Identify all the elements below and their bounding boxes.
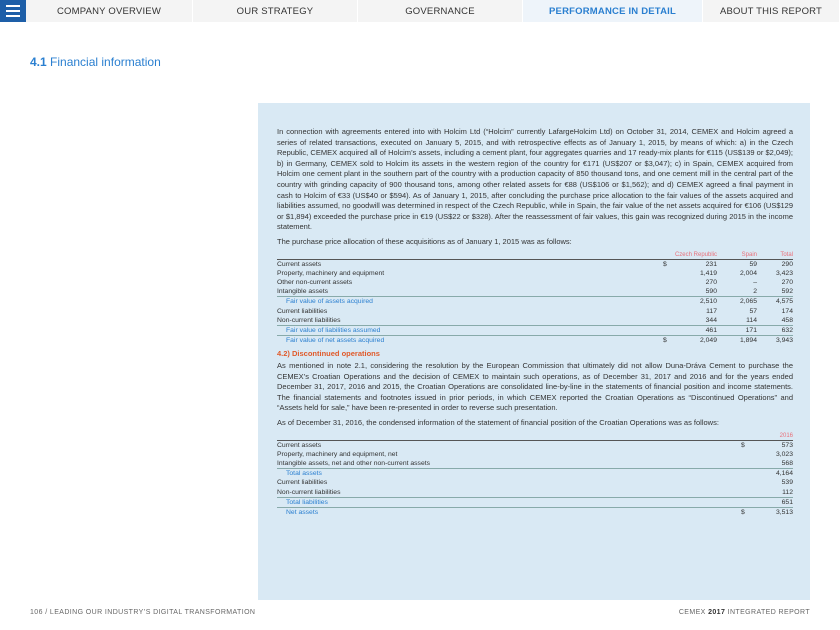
table-header-row	[277, 433, 793, 441]
table-currency	[741, 478, 753, 487]
table-cell-value: 231	[675, 259, 717, 269]
table-currency	[741, 450, 753, 459]
footer-report-year: 2017	[708, 609, 726, 616]
table-header-cell: Total	[780, 251, 793, 258]
table-cell-value: 112	[782, 488, 793, 496]
table-row	[277, 459, 793, 469]
table-row-label: Fair value of liabilities assumed	[277, 325, 663, 335]
table-row-label: Non-current liabilities	[277, 488, 341, 496]
paragraph-croatian-position: As of December 31, 2016, the condensed information of the statement of financial position of the Croatian Operations was as follows:	[277, 417, 719, 427]
table-cell-value: 114	[746, 316, 757, 324]
table-cell-value: 171	[717, 325, 757, 335]
table-row-label: Property, machinery and equipment	[277, 269, 385, 277]
table-currency: $	[663, 259, 675, 269]
table-cell-value: –	[753, 278, 757, 286]
table-row-label: Intangible assets	[277, 288, 329, 296]
table-row	[277, 307, 793, 316]
tab-about-this-report[interactable]: ABOUT THIS REPORT	[703, 0, 840, 22]
table-cell-value: 4,164	[753, 469, 793, 479]
table-row-label: Non-current liabilities	[277, 316, 341, 324]
table-row	[277, 507, 793, 517]
table-currency	[663, 287, 675, 297]
table-currency	[741, 469, 753, 479]
croatian-position-table	[277, 433, 793, 518]
table-cell-value: 174	[781, 307, 793, 315]
table-row-label: Intangible assets, net and other non-current assets	[277, 459, 431, 467]
footer-report-title	[679, 609, 810, 616]
top-navigation	[0, 0, 840, 22]
table-currency	[663, 297, 675, 307]
table-cell-value: 2,510	[675, 297, 717, 307]
section-number: 4.1	[30, 55, 47, 69]
table-row-label: Current liabilities	[277, 307, 328, 315]
footer-report-prefix: CEMEX	[678, 609, 709, 616]
tab-performance-in-detail[interactable]: PERFORMANCE IN DETAIL	[523, 0, 703, 22]
table-currency	[663, 278, 675, 287]
purchase-allocation-table	[277, 252, 793, 346]
subhead-discontinued-operations: 4.2) Discontinued operations	[277, 349, 380, 359]
tab-our-strategy[interactable]: OUR STRATEGY	[193, 0, 358, 22]
table-cell-value: 57	[749, 307, 757, 315]
table-row	[277, 316, 793, 326]
table-cell-value: 1,419	[699, 269, 717, 277]
table-currency	[741, 488, 753, 498]
table-currency	[663, 316, 675, 326]
table-row-label: Net assets	[277, 507, 741, 517]
table-row-label: Other non-current assets	[277, 278, 353, 286]
table-row	[277, 278, 793, 287]
table-header-cell	[741, 433, 753, 441]
table-row-label: Total assets	[277, 469, 741, 479]
table-row	[277, 488, 793, 498]
table-currency	[663, 269, 675, 278]
table-row	[277, 259, 793, 269]
section-title-text: Financial information	[50, 55, 161, 69]
table-cell-value: 3,023	[775, 450, 793, 458]
tab-company-overview[interactable]: COMPANY OVERVIEW	[26, 0, 193, 22]
table-cell-value: 117	[706, 307, 717, 315]
table-cell-value: 1,894	[717, 336, 757, 346]
table-row-label: Property, machinery and equipment, net	[277, 450, 398, 458]
table-header-cell	[277, 252, 663, 260]
table-cell-value: 590	[705, 288, 717, 296]
table-cell-value: 539	[781, 479, 793, 487]
table-cell-value: 632	[757, 325, 793, 335]
table-cell-value: 2	[753, 288, 757, 296]
table-row-label: Fair value of assets acquired	[277, 297, 663, 307]
table-cell-value: 3,513	[753, 507, 793, 517]
table-cell-value: 270	[781, 278, 793, 286]
tab-governance[interactable]: GOVERNANCE	[358, 0, 523, 22]
table-cell-value: 4,575	[757, 297, 793, 307]
table-header-cell: Czech Republic	[674, 251, 717, 258]
table-cell-value: 2,065	[717, 297, 757, 307]
table-cell-value: 270	[705, 278, 717, 286]
table-header-cell: Spain	[741, 251, 757, 258]
table-header-cell	[663, 252, 675, 260]
content-body	[277, 127, 793, 517]
table-cell-value: 458	[781, 316, 793, 324]
table-row-label: Current assets	[277, 259, 663, 269]
table-row	[277, 497, 793, 507]
table-cell-value: 290	[757, 259, 793, 269]
table-currency	[663, 307, 675, 316]
table-currency	[663, 325, 675, 335]
table-row-label: Current assets	[277, 440, 741, 450]
table-header-cell: 2016	[779, 432, 793, 439]
table-cell-value: 568	[781, 459, 793, 467]
table-currency: $	[741, 440, 753, 450]
table-cell-value: 2,049	[675, 336, 717, 346]
paragraph-discontinued: As mentioned in note 2.1, considering the resolution by the European Commission that ultimately did not allow Duna-Dráva Cement to purchase the CEMEX’s Croatian Operations and the decision of CEMEX to maintain such operations, as of December 31, 2017 and 2016 and for the years ended December 31, 2017, 2016 and 2015, the Croatian Operations are consolidated line-by-line in the statements of financial position and income statements. The financial statements and footnotes issued in prior periods, in which CEMEX reported the Croatian Operations as “Discontinued Operations” and “Assets held for sale,” have been re-presented in order to reverse such presentation.	[277, 360, 793, 413]
table-row	[277, 269, 793, 278]
footer-report-suffix: INTEGRATED REPORT	[725, 609, 810, 616]
table-row	[277, 478, 793, 487]
table-cell-value: 3,943	[757, 336, 793, 346]
table-row	[277, 450, 793, 459]
paragraph-acquisitions: In connection with agreements entered into with Holcim Ltd (“Holcim” currently LafargeHolcim Ltd) on October 31, 2014, CEMEX and Holcim agreed a series of related transactions, executed on January 5, 2015, and with retrospective effects as of January 1, 2015, by means of which: a) in the Czech Republic, CEMEX acquired all of Holcim’s assets, including a cement plant, four aggregates quarries and 17 ready-mix plants for €115 (US$139 or $2,049); b) in Germany, CEMEX sold to Holcim its assets in the western region of the country for €171 (US$207 or $3,047); c) in Spain, CEMEX acquired from Holcim one cement plant in the southern part of the country with a production capacity of 850 thousand tons, and one cement mill in the central part of the country with grinding capacity of 900 thousand tons, among other related assets for €88 (US$106 or $1,562); and d) CEMEX agreed a final payment in cash to Holcim of €33 (US$40 or $594). As of January 1, 2015, after concluding the purchase price allocation to the fair values of the assets acquired and liabilities assumed, no goodwill was determined in respect of the Czech Republic, while in Spain, the fair value of the net assets acquired for €106 (US$129 or $1,894) exceeded the purchase price in €19 (US$22 or $328). After the reassessment of fair values, this gain was recognized during 2015 in the income statement.	[277, 127, 793, 232]
table-cell-value: 573	[753, 440, 793, 450]
table-cell-value: 59	[717, 259, 757, 269]
paragraph-purchase-allocation: The purchase price allocation of these acquisitions as of January 1, 2015 was as follows:	[277, 236, 572, 246]
table-currency: $	[741, 507, 753, 517]
footer-page-label: 106 / LEADING OUR INDUSTRY’S DIGITAL TRANSFORMATION	[30, 609, 256, 616]
table-row	[277, 297, 793, 307]
table-row-label: Current liabilities	[277, 479, 328, 487]
table-cell-value: 592	[781, 288, 793, 296]
table-currency: $	[663, 336, 675, 346]
table-row	[277, 287, 793, 297]
table-row-label: Total liabilities	[277, 497, 741, 507]
table-cell-value: 651	[753, 497, 793, 507]
table-cell-value: 344	[705, 316, 717, 324]
table-row-label: Fair value of net assets acquired	[277, 336, 663, 346]
table-currency	[741, 459, 753, 469]
table-row	[277, 325, 793, 335]
table-row	[277, 469, 793, 479]
table-cell-value: 3,423	[775, 269, 793, 277]
table-header-cell	[277, 433, 741, 441]
section-title	[30, 55, 161, 69]
menu-icon[interactable]	[0, 0, 26, 22]
table-cell-value: 2,004	[739, 269, 757, 277]
table-row	[277, 440, 793, 450]
table-row	[277, 336, 793, 346]
table-currency	[741, 497, 753, 507]
table-header-row	[277, 252, 793, 260]
table-cell-value: 461	[675, 325, 717, 335]
